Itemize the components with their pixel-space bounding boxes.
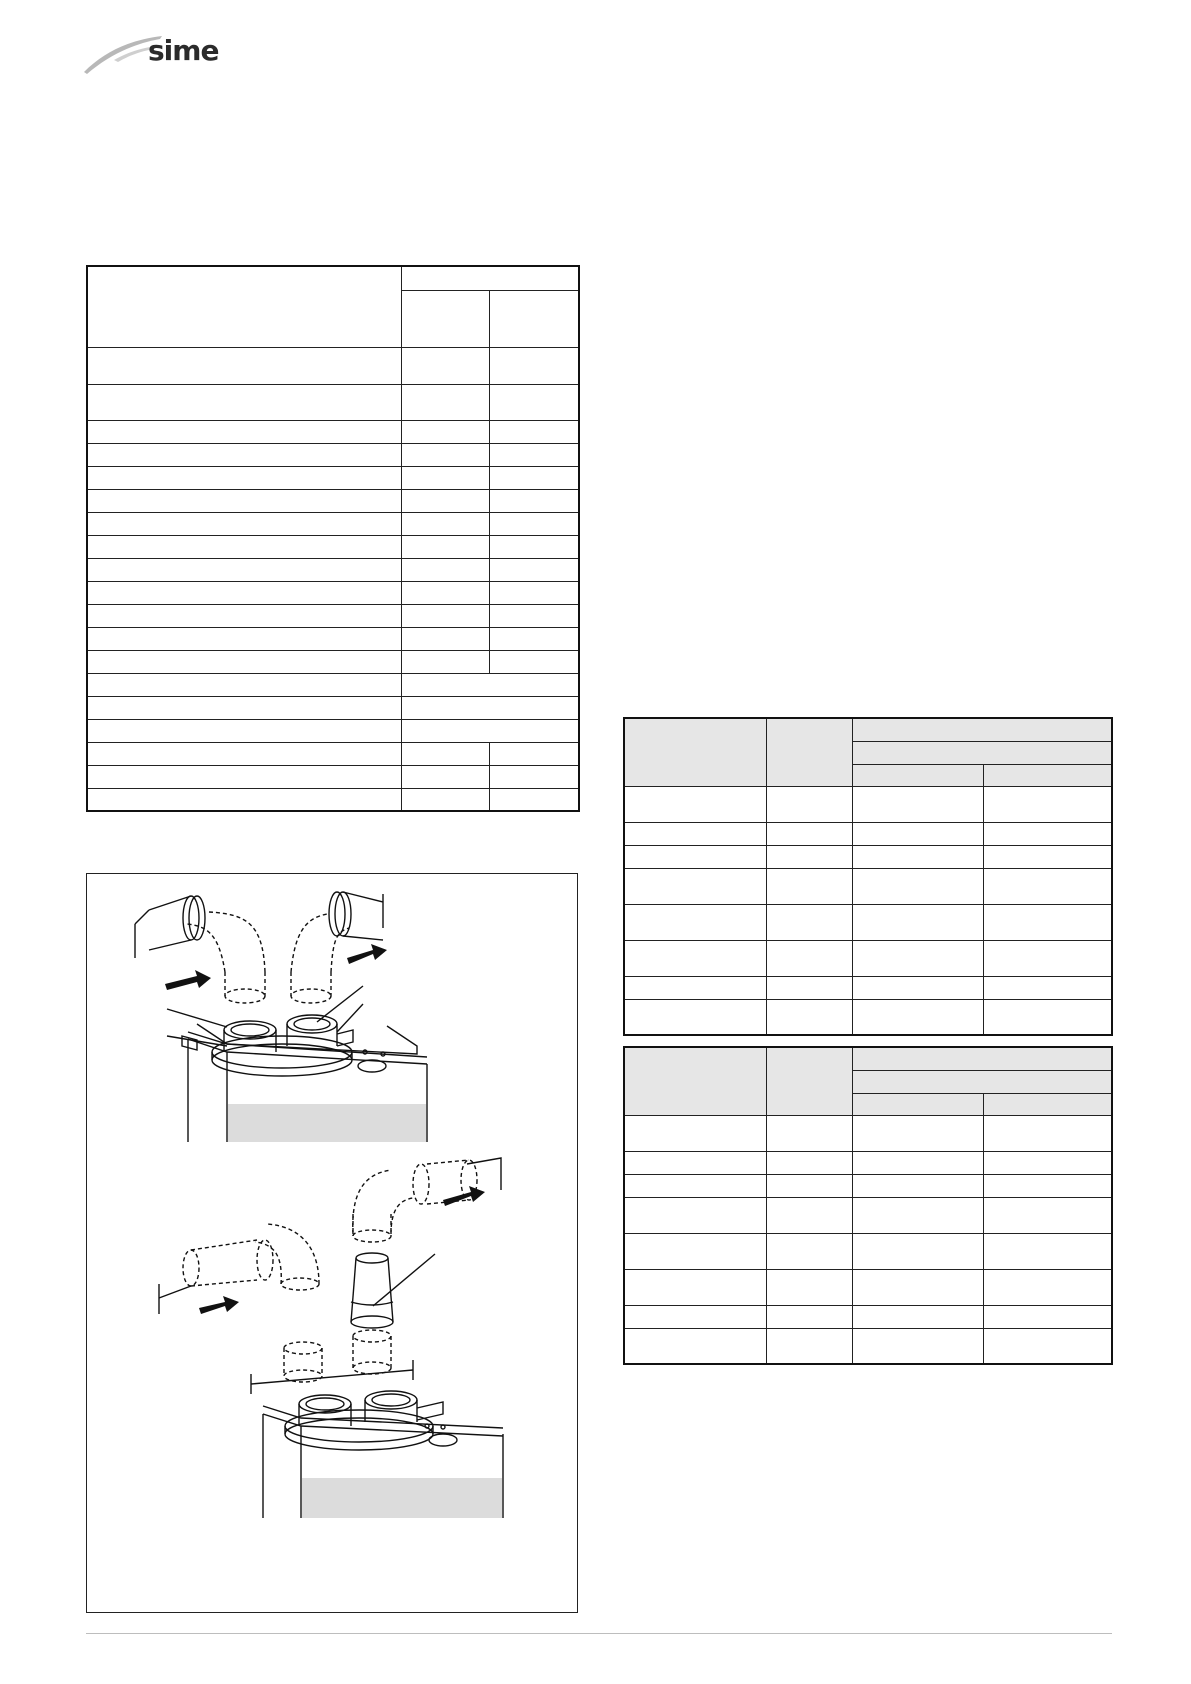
table-row xyxy=(87,347,579,384)
table-row xyxy=(87,742,579,765)
flue-installation-figure xyxy=(86,873,578,1613)
table-row xyxy=(87,420,579,443)
table-header-cell xyxy=(852,764,983,786)
table-header-cell xyxy=(852,1070,1112,1093)
table-row xyxy=(624,1197,1112,1233)
table-header-cell xyxy=(401,266,579,290)
table-header-cell xyxy=(852,741,1112,764)
table-row xyxy=(624,1115,1112,1151)
left-data-table xyxy=(86,265,580,812)
table-row xyxy=(87,558,579,581)
table-header-cell xyxy=(489,290,579,347)
table-row xyxy=(624,822,1112,845)
table-row xyxy=(87,489,579,512)
table-row xyxy=(624,1174,1112,1197)
table-row xyxy=(87,696,579,719)
inlet-ring-icon xyxy=(135,896,205,958)
table-row xyxy=(624,976,1112,999)
table-row xyxy=(624,940,1112,976)
table-header-cell xyxy=(87,266,401,347)
table-row xyxy=(87,535,579,558)
table-row xyxy=(624,786,1112,822)
table-header-cell xyxy=(624,718,766,786)
reducer-adapter-icon xyxy=(351,1253,393,1328)
right-lower-table xyxy=(623,1046,1113,1365)
table-row xyxy=(87,604,579,627)
logo-wordmark: sime xyxy=(148,34,219,67)
table-row xyxy=(624,1269,1112,1305)
table-row xyxy=(87,384,579,420)
elbow-90-icon xyxy=(353,1160,477,1242)
right-upper-table xyxy=(623,717,1113,1036)
table-row xyxy=(624,868,1112,904)
table-row xyxy=(87,765,579,788)
table-header-cell xyxy=(766,1047,852,1115)
table-row xyxy=(87,788,579,811)
elbow-90-icon xyxy=(183,1224,319,1290)
table-row xyxy=(87,627,579,650)
table-row xyxy=(87,650,579,673)
footer-divider xyxy=(86,1633,1112,1634)
airflow-arrow-icon xyxy=(165,944,387,990)
table-header-cell xyxy=(624,1047,766,1115)
table-row xyxy=(87,719,579,742)
table-row xyxy=(624,1151,1112,1174)
sime-logo xyxy=(84,30,244,76)
pipe-extension-icon xyxy=(284,1330,391,1382)
table-row xyxy=(624,1328,1112,1364)
flue-kit-illustration xyxy=(87,874,577,1612)
table-header-cell xyxy=(852,1093,983,1115)
outlet-ring-icon xyxy=(329,892,383,940)
table-row xyxy=(624,1233,1112,1269)
table-row xyxy=(87,466,579,489)
table-header-cell xyxy=(766,718,852,786)
elbow-90-icon xyxy=(187,912,349,1003)
table-row xyxy=(624,845,1112,868)
table-header-cell xyxy=(852,718,1112,741)
table-row xyxy=(624,904,1112,940)
table-header-cell xyxy=(852,1047,1112,1070)
table-row xyxy=(87,581,579,604)
table-header-cell xyxy=(401,290,489,347)
table-row xyxy=(624,1305,1112,1328)
airflow-arrow-icon xyxy=(199,1186,485,1314)
table-row xyxy=(87,512,579,535)
table-row xyxy=(624,999,1112,1035)
table-row xyxy=(87,443,579,466)
table-row xyxy=(87,673,579,696)
table-header-cell xyxy=(983,1093,1112,1115)
table-header-cell xyxy=(983,764,1112,786)
